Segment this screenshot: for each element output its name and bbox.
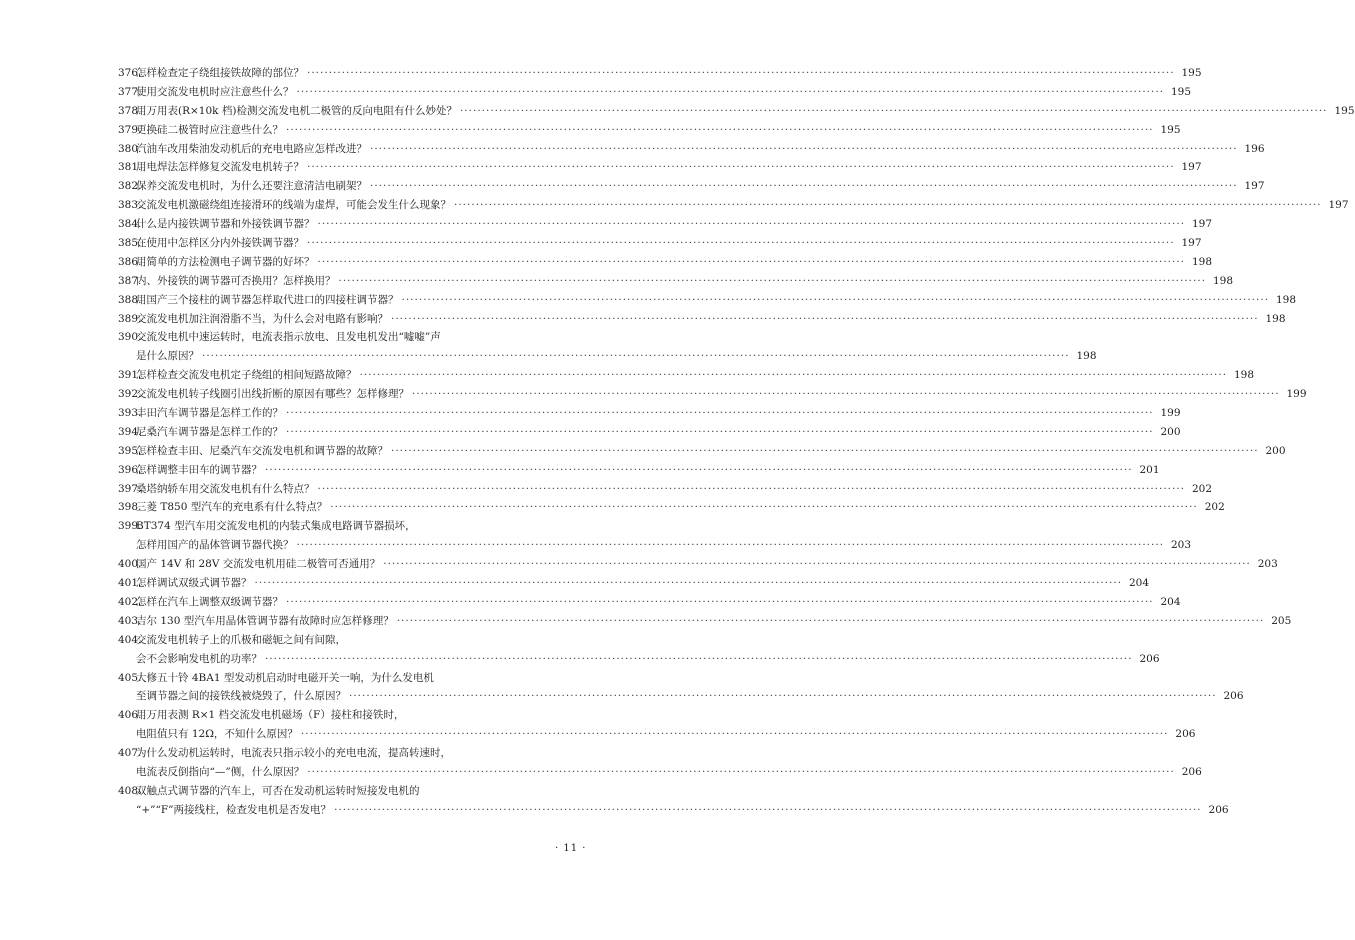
dot-leader: ········································································································································································································ — [265, 652, 1133, 665]
toc-entry — [118, 196, 1349, 215]
toc-entry — [118, 64, 1202, 83]
toc-entry-line — [118, 196, 1349, 215]
entry-number: 381. — [118, 161, 142, 174]
toc-entry — [118, 83, 1192, 102]
entry-page: 202 — [1204, 501, 1225, 514]
dot-leader: ········································································································································································································ — [459, 104, 1328, 117]
toc-entry-line — [118, 158, 1202, 177]
entry-page: 197 — [1191, 218, 1213, 231]
entry-page: 200 — [1160, 425, 1181, 438]
page-number: · 11 · — [555, 843, 587, 854]
toc-entry-line — [118, 64, 1202, 83]
dot-leader: ········································································································································································································ — [202, 350, 1070, 363]
entry-page: 195 — [1181, 67, 1202, 79]
entry-page: 203 — [1257, 558, 1278, 571]
entry-title: 用简单的方法检测电子调节器的好坏？ — [136, 255, 315, 268]
toc-entry-line — [118, 310, 1286, 329]
entry-title: 三菱 T850 型汽车的充电系有什么特点？ — [136, 501, 328, 514]
toc-entry-line — [118, 215, 1213, 234]
entry-title: 怎样检查丰田、尼桑汽车交流发电机和调节器的故障？ — [136, 444, 388, 457]
toc-entry-line — [118, 272, 1234, 291]
toc-entry-line — [118, 706, 596, 725]
entry-page: 198 — [1212, 274, 1234, 287]
entry-page: 201 — [1139, 463, 1160, 476]
toc-entry-line — [118, 328, 596, 347]
entry-number: 401. — [118, 577, 142, 590]
entry-title: 国产 14V 和 28V 交流发电机用硅二极管可否通用？ — [136, 558, 381, 571]
dot-leader: ········································································································································································································ — [370, 142, 1238, 155]
entry-number: 378. — [118, 104, 142, 117]
entry-title: 交流发电机加注润滑脂不当，为什么会对电路有影响？ — [136, 312, 388, 325]
toc-entry-line — [118, 555, 1278, 574]
entry-number: 385. — [118, 237, 142, 250]
entry-page: 206 — [1223, 690, 1244, 703]
entry-title: 怎样用国产的晶体管调节器代换？ — [136, 539, 294, 552]
toc-entry-line — [118, 102, 1355, 121]
entry-number: 393. — [118, 407, 142, 420]
toc-entry-line — [118, 801, 1229, 820]
entry-number: 388. — [118, 293, 142, 306]
entry-title: 双触点式调节器的汽车上，可否在发动机运转时短接发电机的 — [136, 784, 420, 797]
entry-title: 用国产三个接柱的调节器怎样取代进口的四接柱调节器？ — [136, 293, 399, 306]
entry-title: 丰田汽车调节器是怎样工作的？ — [136, 407, 283, 420]
toc-entry-line — [118, 517, 596, 536]
entry-title: BT374 型汽车用交流发电机的内装式集成电路调节器损坏， — [136, 520, 416, 533]
entry-number: 407. — [118, 747, 142, 760]
dot-leader: ········································································································································································································ — [300, 728, 1169, 741]
toc-entry-line — [118, 347, 1097, 366]
toc-entry-line — [118, 631, 596, 650]
dot-leader: ········································································································································································································ — [307, 765, 1175, 778]
toc-entry-line — [118, 536, 1192, 555]
dot-leader: ········································································································································································································ — [265, 463, 1133, 476]
toc-entry-line — [118, 366, 1255, 385]
entry-number: 390. — [118, 331, 142, 344]
entry-number: 399. — [118, 520, 142, 533]
entry-title: 内、外接铁的调节器可否换用？怎样换用？ — [136, 274, 336, 287]
toc-entry-line — [118, 140, 1265, 159]
toc-entry — [118, 404, 1181, 423]
entry-title: 怎样在汽车上调整双级调节器？ — [136, 595, 283, 608]
toc-entry — [118, 177, 1265, 196]
entry-page: 195 — [1334, 104, 1355, 117]
dot-leader: ········································································································································································································ — [317, 218, 1186, 231]
entry-title: 吉尔 130 型汽车用晶体管调节器有故障时应怎样修理？ — [136, 614, 394, 627]
toc-entry-line — [118, 423, 1181, 442]
toc-entry-line — [118, 461, 1160, 480]
dot-leader: ········································································································································································································ — [286, 407, 1154, 420]
toc-entry — [118, 782, 1229, 820]
entry-number: 398. — [118, 501, 142, 514]
entry-title: 电阻值只有 12Ω，不知什么原因？ — [136, 728, 298, 741]
toc-entry — [118, 291, 1297, 310]
toc-entry-line — [118, 744, 596, 763]
entry-page: 196 — [1244, 142, 1265, 155]
dot-leader: ········································································································································································································ — [317, 255, 1186, 268]
dot-leader: ········································································································································································································ — [317, 482, 1186, 495]
dot-leader: ········································································································································································································ — [359, 369, 1228, 382]
entry-number: 383. — [118, 199, 142, 212]
entry-title: 用万用表测 R×1 档交流发电机磁场（F）接柱和接铁时， — [136, 709, 405, 722]
table-of-contents — [118, 64, 1355, 820]
toc-entry — [118, 706, 1196, 744]
dot-leader: ········································································································································································································ — [307, 237, 1175, 250]
entry-title: 在使用中怎样区分内外接铁调节器？ — [136, 237, 304, 250]
dot-leader: ········································································································································································································ — [286, 425, 1154, 438]
toc-entry — [118, 461, 1160, 480]
entry-title: 至调节器之间的接铁线被烧毁了，什么原因？ — [136, 690, 346, 703]
entry-page: 197 — [1328, 199, 1349, 212]
dot-leader: ········································································································································································································ — [391, 444, 1259, 457]
toc-entry — [118, 593, 1181, 612]
dot-leader: ········································································································································································································ — [401, 293, 1270, 306]
entry-page: 198 — [1233, 369, 1255, 382]
entry-title: 更换硅二极管时应注意些什么？ — [136, 123, 283, 136]
toc-entry — [118, 612, 1292, 631]
toc-entry — [118, 310, 1286, 329]
toc-entry-line — [118, 593, 1181, 612]
dot-leader: ········································································································································································································ — [330, 501, 1198, 514]
entry-number: 408. — [118, 784, 142, 797]
entry-number: 376. — [118, 67, 142, 79]
entry-page: 206 — [1181, 765, 1202, 778]
entry-number: 404. — [118, 633, 142, 646]
toc-entry — [118, 574, 1150, 593]
entry-page: 205 — [1271, 614, 1292, 627]
toc-entry — [118, 121, 1181, 140]
toc-entry-line — [118, 442, 1286, 461]
toc-entry-line — [118, 782, 596, 801]
entry-number: 392. — [118, 388, 142, 401]
dot-leader: ········································································································································································································ — [286, 595, 1154, 608]
entry-title: 交流发电机转子线圈引出线折断的原因有哪些？怎样修理？ — [136, 388, 409, 401]
toc-entry — [118, 669, 1244, 707]
toc-entry-line — [118, 234, 1202, 253]
toc-entry — [118, 385, 1307, 404]
entry-number: 403. — [118, 614, 142, 627]
entry-number: 395. — [118, 444, 142, 457]
entry-title: 汽油车改用柴油发动机后的充电电路应怎样改进？ — [136, 142, 367, 155]
entry-number: 389. — [118, 312, 142, 325]
entry-page: 195 — [1160, 123, 1181, 136]
entry-page: 203 — [1170, 539, 1192, 552]
entry-page: 198 — [1275, 293, 1297, 306]
entry-title: 交流发电机激磁绕组连接滑环的线端为虚焊，可能会发生什么现象？ — [136, 199, 451, 212]
entry-page: 195 — [1170, 85, 1192, 98]
entry-number: 405. — [118, 671, 142, 684]
toc-entry — [118, 366, 1255, 385]
toc-entry-line — [118, 83, 1192, 102]
toc-entry — [118, 423, 1181, 442]
toc-entry — [118, 555, 1278, 574]
dot-leader: ········································································································································································································ — [391, 312, 1259, 325]
entry-number: 380. — [118, 142, 142, 155]
entry-number: 382. — [118, 180, 142, 193]
toc-entry — [118, 272, 1234, 291]
toc-entry-line — [118, 687, 1244, 706]
toc-entry-line — [118, 291, 1297, 310]
entry-title: “+”“F”两接线柱，检查发电机是否发电？ — [136, 803, 332, 816]
dot-leader: ········································································································································································································ — [296, 539, 1165, 552]
entry-page: 204 — [1160, 595, 1181, 608]
entry-title: 交流发电机转子上的爪极和磁轭之间有间隙， — [136, 633, 346, 646]
entry-number: 397. — [118, 482, 142, 495]
entry-number: 391. — [118, 369, 142, 382]
toc-entry — [118, 480, 1213, 499]
toc-entry — [118, 517, 1192, 555]
entry-number: 377. — [118, 85, 142, 98]
entry-page: 200 — [1265, 444, 1286, 457]
toc-entry-line — [118, 121, 1181, 140]
dot-leader: ········································································································································································································ — [334, 803, 1202, 816]
toc-entry-line — [118, 612, 1292, 631]
entry-title: 什么是内接铁调节器和外接铁调节器？ — [136, 218, 315, 231]
entry-page: 197 — [1181, 161, 1202, 174]
entry-page: 198 — [1265, 312, 1286, 325]
entry-title: 怎样调试双级式调节器？ — [136, 577, 252, 590]
entry-page: 206 — [1175, 728, 1196, 741]
toc-entry-line — [118, 404, 1181, 423]
dot-leader: ········································································································································································································ — [454, 199, 1322, 212]
entry-title: 大修五十铃 4BA1 型发动机启动时电磁开关一响，为什么发电机 — [136, 671, 434, 684]
entry-number: 402. — [118, 595, 142, 608]
toc-entry-line — [118, 725, 1196, 744]
entry-number: 384. — [118, 218, 142, 231]
entry-page: 197 — [1244, 180, 1265, 193]
entry-title: 是什么原因？ — [136, 350, 199, 363]
entry-number: 396. — [118, 463, 142, 476]
dot-leader: ········································································································································································································ — [412, 388, 1280, 401]
entry-title: 用电焊法怎样修复交流发电机转子？ — [136, 161, 304, 174]
dot-leader: ········································································································································································································ — [286, 123, 1154, 136]
toc-entry-line — [118, 253, 1213, 272]
toc-entry — [118, 631, 1160, 669]
toc-entry — [118, 158, 1202, 177]
toc-entry — [118, 102, 1355, 121]
entry-title: 桑塔纳轿车用交流发电机有什么特点？ — [136, 482, 315, 495]
entry-title: 用万用表(R×10k 档)检测交流发电机二极管的反向电阻有什么妙处？ — [136, 104, 457, 117]
entry-page: 202 — [1191, 482, 1213, 495]
dot-leader: ········································································································································································································ — [370, 180, 1238, 193]
toc-entry-line — [118, 498, 1225, 517]
entry-page: 198 — [1191, 255, 1213, 268]
entry-page: 206 — [1139, 652, 1160, 665]
toc-entry — [118, 442, 1286, 461]
toc-entry — [118, 234, 1202, 253]
entry-number: 394. — [118, 425, 142, 438]
toc-entry-line — [118, 669, 596, 688]
toc-entry — [118, 253, 1213, 272]
toc-entry-line — [118, 385, 1307, 404]
toc-entry-line — [118, 650, 1160, 669]
entry-title: 怎样检查定子绕组接铁故障的部位？ — [136, 67, 304, 79]
dot-leader: ········································································································································································································ — [307, 67, 1175, 79]
entry-page: 197 — [1181, 237, 1202, 250]
entry-page: 206 — [1208, 803, 1229, 816]
entry-title: 尼桑汽车调节器是怎样工作的？ — [136, 425, 283, 438]
entry-title: 怎样调整丰田车的调节器？ — [136, 463, 262, 476]
entry-page: 198 — [1076, 350, 1097, 363]
toc-entry — [118, 140, 1265, 159]
entry-page: 199 — [1160, 407, 1181, 420]
toc-entry — [118, 744, 1202, 782]
entry-number: 386. — [118, 255, 142, 268]
entry-number: 387. — [118, 274, 142, 287]
toc-entry-line — [118, 574, 1150, 593]
entry-page: 199 — [1286, 388, 1307, 401]
dot-leader: ········································································································································································································ — [338, 274, 1207, 287]
entry-number: 379. — [118, 123, 142, 136]
entry-title: 保养交流发电机时，为什么还要注意清洁电刷架？ — [136, 180, 367, 193]
dot-leader: ········································································································································································································ — [254, 577, 1123, 590]
entry-number: 400. — [118, 558, 142, 571]
dot-leader: ········································································································································································································ — [296, 85, 1165, 98]
entry-title: 交流发电机中速运转时，电流表指示放电、且发电机发出“嘘嘘”声 — [136, 331, 441, 344]
toc-entry-line — [118, 480, 1213, 499]
entry-title: 电流表反倒指向“—”侧，什么原因？ — [136, 765, 305, 778]
entry-page: 204 — [1128, 577, 1150, 590]
toc-entry-line — [118, 177, 1265, 196]
dot-leader: ········································································································································································································ — [383, 558, 1251, 571]
toc-entry — [118, 498, 1225, 517]
toc-entry — [118, 328, 1097, 366]
toc-entry-line — [118, 763, 1202, 782]
entry-number: 406. — [118, 709, 142, 722]
entry-title: 会不会影响发电机的功率？ — [136, 652, 262, 665]
entry-title: 为什么发动机运转时，电流表只指示较小的充电电流，提高转速时， — [136, 747, 451, 760]
dot-leader: ········································································································································································································ — [396, 614, 1265, 627]
toc-entry — [118, 215, 1213, 234]
entry-title: 使用交流发电机时应注意些什么？ — [136, 85, 294, 98]
dot-leader: ········································································································································································································ — [349, 690, 1217, 703]
dot-leader: ········································································································································································································ — [307, 161, 1175, 174]
entry-title: 怎样检查交流发电机定子绕组的相间短路故障？ — [136, 369, 357, 382]
